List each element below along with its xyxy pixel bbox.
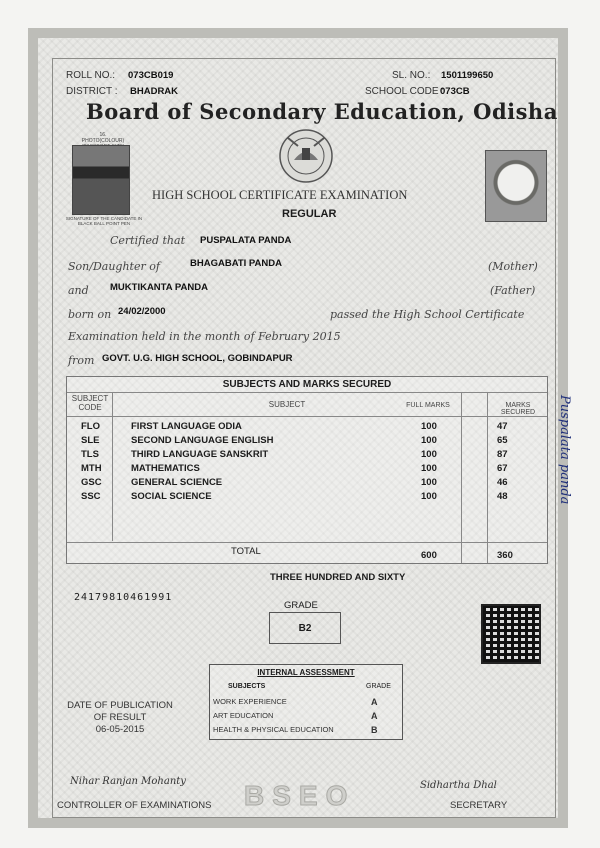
- exam-type: REGULAR: [282, 208, 337, 220]
- board-emblem-icon: [276, 126, 336, 184]
- sl-no-label: SL. NO.:: [392, 70, 431, 81]
- roll-no-label: ROLL NO.:: [66, 70, 116, 81]
- school-name: GOVT. U.G. HIGH SCHOOL, GOBINDAPUR: [102, 353, 293, 364]
- district-label: DISTRICT :: [66, 86, 118, 97]
- hologram-seal: [485, 150, 547, 222]
- secretary-label: SECRETARY: [450, 800, 508, 811]
- table-row: SLE SECOND LANGUAGE ENGLISH 100 65: [81, 435, 508, 446]
- marks-table: [66, 376, 548, 564]
- total-in-words: THREE HUNDRED AND SIXTY: [270, 572, 406, 583]
- publication-block: [62, 700, 178, 736]
- col-marks-secured: MARKS SECURED: [500, 402, 536, 416]
- ia-row: ART EDUCATION A: [213, 711, 378, 721]
- table-row: MTH MATHEMATICS 100 67: [81, 463, 508, 474]
- publication-label-line1: DATE OF PUBLICATION: [67, 700, 173, 711]
- district-value: BHADRAK: [130, 86, 179, 97]
- table-row: TLS THIRD LANGUAGE SANSKRIT 100 87: [81, 449, 508, 460]
- table-row: GSC GENERAL SCIENCE 100 46: [81, 477, 508, 488]
- passed-text: passed the High School Certificate: [330, 308, 525, 321]
- certified-that-label: Certified that: [110, 234, 185, 247]
- candidate-photo: [72, 145, 130, 215]
- controller-signature: Nihar Ranjan Mohanty: [70, 776, 186, 787]
- table-row: FLO FIRST LANGUAGE ODIA 100 47: [81, 421, 508, 432]
- col-subject: SUBJECT: [268, 400, 306, 409]
- school-code-label: SCHOOL CODE :: [365, 86, 445, 97]
- and-label: and: [68, 284, 89, 297]
- col-subject-code: SUBJECT CODE: [71, 394, 109, 412]
- exam-title: HIGH SCHOOL CERTIFICATE EXAMINATION: [152, 188, 408, 202]
- grade-label: GRADE: [284, 600, 318, 611]
- marks-table-title: SUBJECTS AND MARKS SECURED: [222, 379, 392, 390]
- born-on-label: born on: [68, 308, 112, 321]
- exam-held-text: Examination held in the month of February 2015: [68, 330, 341, 343]
- publication-label-line2: OF RESULT: [93, 712, 147, 723]
- total-label: TOTAL: [231, 546, 261, 557]
- photo-caption-top: 16. PHOTO(COLOUR): [81, 132, 125, 144]
- ia-title: INTERNAL ASSESSMENT: [257, 668, 355, 677]
- ia-col-subjects: SUBJECTS: [228, 683, 266, 690]
- roll-no-value: 073CB019: [128, 70, 174, 81]
- table-row: SSC SOCIAL SCIENCE 100 48: [81, 491, 508, 502]
- controller-label: CONTROLLER OF EXAMINATIONS: [57, 800, 212, 811]
- board-title: Board of Secondary Education, Odisha: [86, 99, 558, 124]
- candidate-name: PUSPALATA PANDA: [200, 235, 292, 246]
- col-full-marks: FULL MARKS: [406, 402, 450, 409]
- qr-code: [481, 604, 541, 664]
- total-marks-secured: 360: [497, 550, 513, 561]
- mother-label: (Mother): [488, 260, 538, 273]
- ia-row: HEALTH & PHYSICAL EDUCATION B: [213, 725, 378, 735]
- from-label: from: [68, 354, 95, 367]
- mother-name: BHAGABATI PANDA: [190, 258, 283, 269]
- son-daughter-of-label: Son/Daughter of: [68, 260, 160, 273]
- grade-box: [269, 612, 341, 644]
- publication-date: 06-05-2015: [95, 724, 145, 735]
- total-full-marks: 600: [421, 550, 437, 561]
- photo-caption-bottom: SIGNATURE OF THE CANDIDATE IN BLACK BALL POINT PEN: [65, 216, 143, 226]
- ia-row: WORK EXPERIENCE A: [213, 697, 378, 707]
- secretary-signature: Sidhartha Dhal: [420, 780, 497, 791]
- internal-assessment-box: [209, 664, 403, 740]
- margin-handwritten-signature: Puspalata panda: [557, 395, 572, 505]
- ia-col-grade: GRADE: [366, 683, 391, 690]
- sl-no-value: 1501199650: [441, 70, 494, 81]
- date-of-birth: 24/02/2000: [118, 306, 166, 317]
- serial-barcode-number: 24179810461991: [74, 592, 173, 603]
- father-label: (Father): [490, 284, 536, 297]
- school-code-value: 073CB: [440, 86, 470, 97]
- bseo-watermark: BSEO: [244, 780, 356, 811]
- grade-value: B2: [298, 623, 312, 634]
- father-name: MUKTIKANTA PANDA: [110, 282, 208, 293]
